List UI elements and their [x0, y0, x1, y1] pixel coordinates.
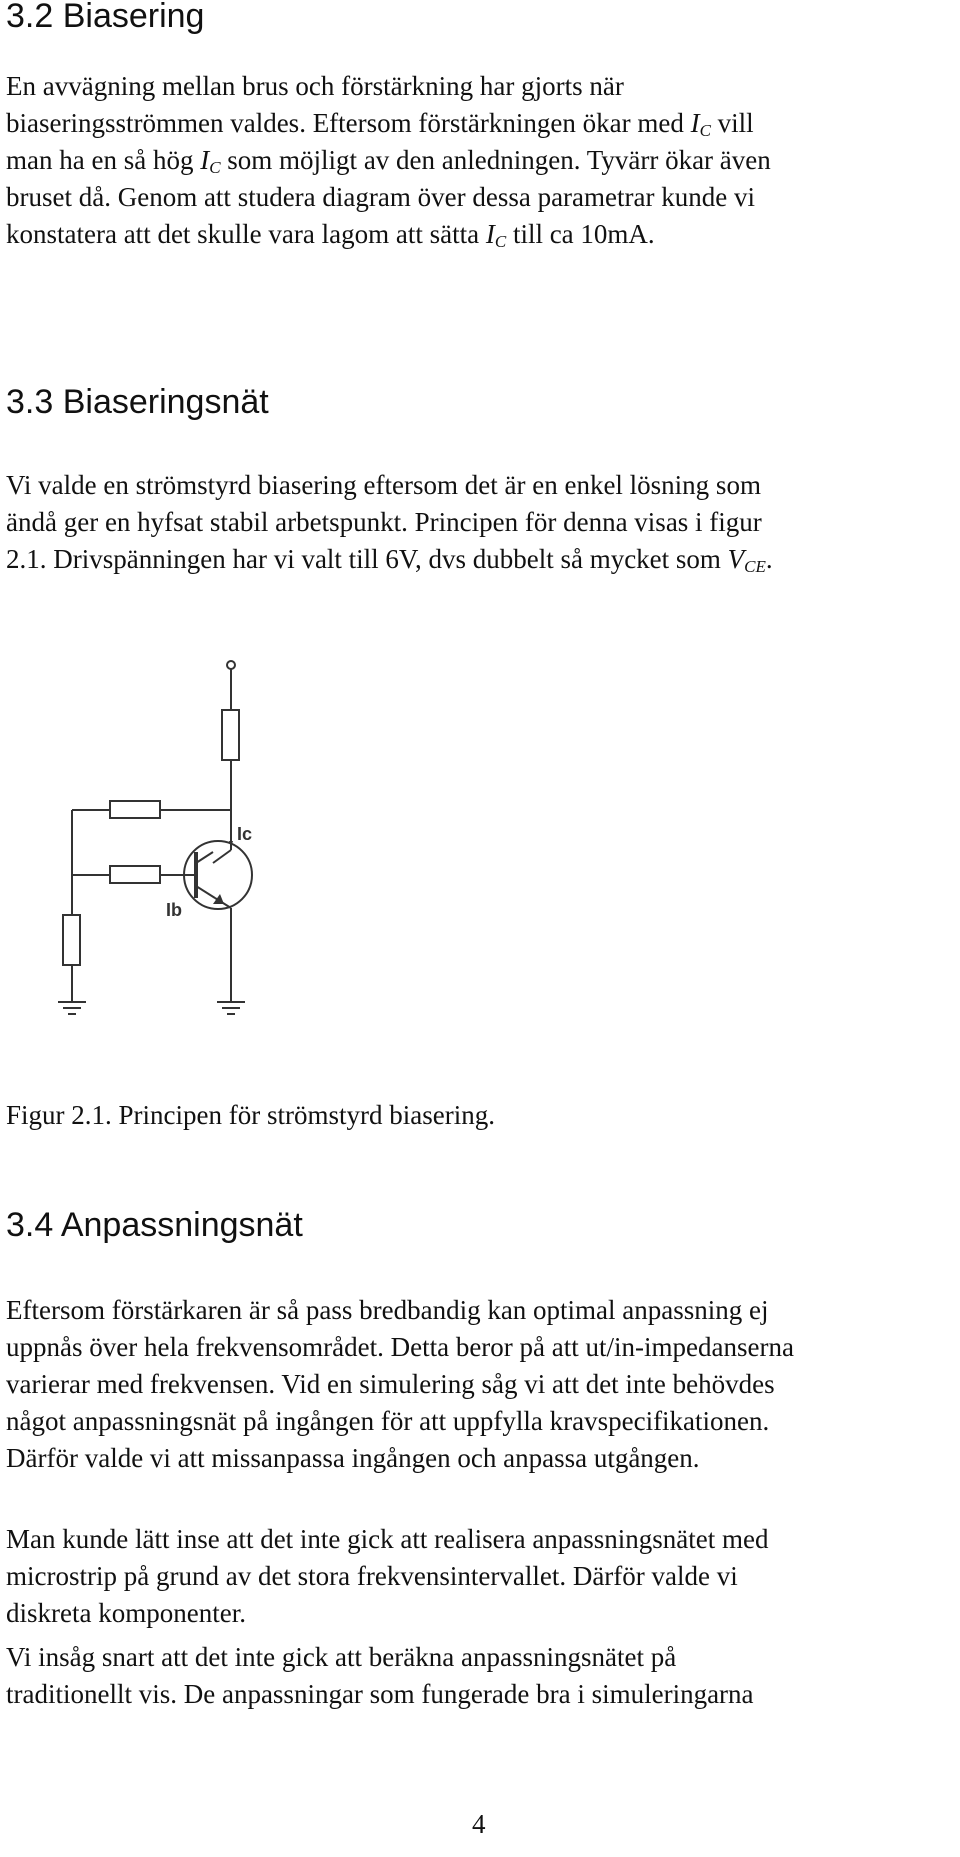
text-line: diskreta komponenter. [6, 1598, 246, 1628]
supply-terminal [227, 661, 235, 669]
circuit-diagram [0, 650, 290, 1080]
ground-symbol-right [217, 1002, 245, 1014]
text-line: bruset då. Genom att studera diagram över dessa parametrar kunde vi [6, 182, 755, 212]
figure-caption: Figur 2.1. Principen för strömstyrd biasering. [6, 1100, 495, 1130]
section-heading-3-4: 3.4 Anpassningsnät [6, 1206, 303, 1244]
paragraph-3-4-b [6, 1521, 956, 1632]
text-line: En avvägning mellan brus och förstärkning har gjorts när [6, 71, 624, 101]
collector-resistor [222, 710, 239, 760]
text-line: microstrip på grund av det stora frekvensintervallet. Därför valde vi [6, 1561, 738, 1591]
text-line: Därför valde vi att missanpassa ingången och anpassa utgången. [6, 1443, 700, 1473]
paragraph-3-4-c [6, 1639, 956, 1713]
paragraph-3-4-a [6, 1292, 956, 1477]
page-number: 4 [472, 1809, 486, 1839]
text-line: Man kunde lätt inse att det inte gick att realisera anpassningsnätet med [6, 1524, 769, 1554]
text-line: uppnås över hela frekvensområdet. Detta beror på att ut/in-impedanserna [6, 1332, 794, 1362]
text-line: 2.1. Drivspänningen har vi valt till 6V, dvs dubbelt så mycket som $V_{CE}$. [6, 544, 773, 576]
section-heading-3-2: 3.2 Biasering [6, 0, 205, 35]
text-line: Eftersom förstärkaren är så pass bredbandig kan optimal anpassning ej [6, 1295, 769, 1325]
paragraph-3-3 [6, 467, 956, 578]
base-resistor [110, 866, 160, 883]
text-line: något anpassningsnät på ingången för att uppfylla kravspecifikationen. [6, 1406, 770, 1436]
text-line: biaseringsströmmen valdes. Eftersom förstärkningen ökar med $I_C$ vill [6, 108, 754, 140]
label-ib: Ib [166, 900, 182, 920]
section-heading-3-3: 3.3 Biaseringsnät [6, 383, 269, 421]
text-line: ändå ger en hyfsat stabil arbetspunkt. Principen för denna visas i figur [6, 507, 762, 537]
text-line: traditionellt vis. De anpassningar som fungerade bra i simuleringarna [6, 1679, 754, 1709]
text-line: konstatera att det skulle vara lagom att sätta $I_C$ till ca 10mA. [6, 219, 655, 251]
bias-resistor-ground [63, 915, 80, 965]
label-ic: Ic [237, 824, 253, 844]
paragraph-3-2 [6, 68, 956, 253]
text-line: Vi insåg snart att det inte gick att beräkna anpassningsnätet på [6, 1642, 677, 1672]
bias-resistor-top [110, 801, 160, 818]
text-line: varierar med frekvensen. Vid en simulering såg vi att det inte behövdes [6, 1369, 775, 1399]
emitter-arrow-icon [213, 894, 224, 904]
bias-circuit-schematic [0, 650, 290, 1080]
text-line: man ha en så hög $I_C$ som möjligt av den anledningen. Tyvärr ökar även [6, 145, 771, 177]
ground-symbol-left [58, 1002, 86, 1014]
text-line: Vi valde en strömstyrd biasering eftersom det är en enkel lösning som [6, 470, 761, 500]
